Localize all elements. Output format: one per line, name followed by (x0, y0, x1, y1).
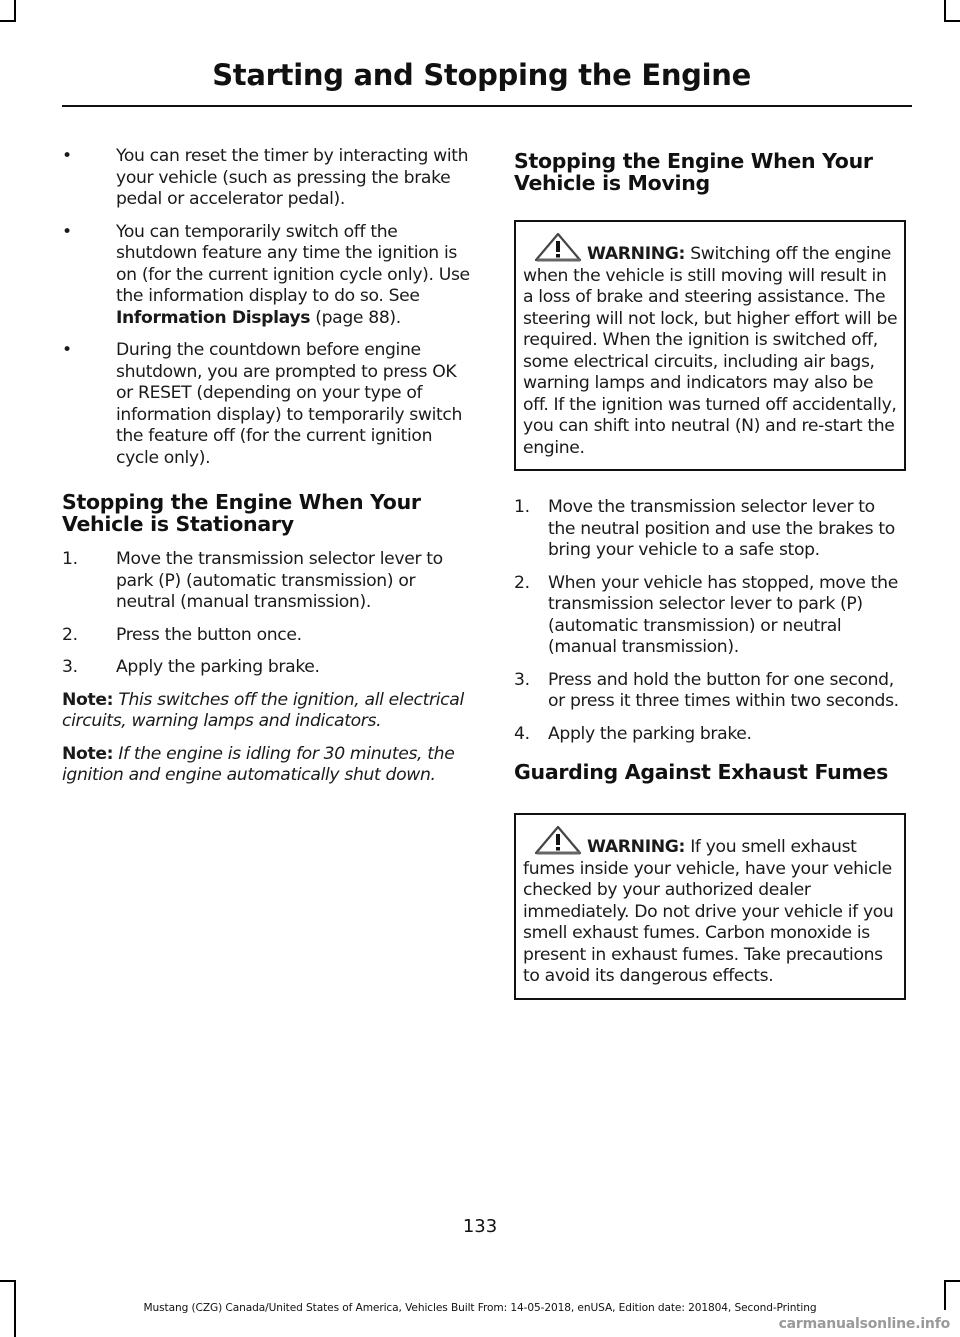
step-text: Move the transmission selector lever to park (P) (automatic transmission) or neutral (manual transmission). (116, 549, 443, 612)
step-item (62, 657, 478, 679)
warning-text: If you smell exhaust fumes inside your vehicle, have your vehicle checked by your authorized dealer immediately. Do not drive your vehicle if you smell exhaust fumes. Carbon monoxide is present in exhaust fumes. Take precautions to avoid its dangerous effects. (523, 837, 894, 986)
step-text: Press the button once. (116, 624, 302, 645)
list-item (62, 340, 478, 469)
crop-mark (944, 20, 960, 22)
list-item (62, 146, 478, 211)
note-text: This switches off the ignition, all electrical circuits, warning lamps and indicators. (62, 689, 464, 731)
bullet-text: (page 88). (310, 307, 401, 328)
warning-triangle-icon (533, 232, 583, 262)
warning-text: Switching off the engine when the vehicle is still moving will result in a loss of brake and steering assistance. The steering will not lock, but higher effort will be required. When the ignition is switched off, some electrical circuits, including air bags, warning lamps and indicators may also be off. If the ignition was turned off accidentally, you can shift into neutral (N) and re-start the engine. (523, 244, 898, 458)
watermark: carmanualsonline.info (778, 1316, 950, 1332)
step-item (62, 625, 478, 647)
section-heading: Guarding Against Exhaust Fumes (514, 760, 889, 784)
step-number: 4. (514, 723, 530, 744)
note (62, 744, 478, 787)
warning-triangle-icon (533, 825, 583, 855)
step-text: Move the transmission selector lever to the neutral position and use the brakes to bring your vehicle to a safe stop. (548, 497, 895, 560)
warning-label: WARNING: (587, 244, 686, 264)
step-item (514, 724, 906, 746)
section-heading: Stopping the Engine When Your Vehicle is Moving (514, 149, 873, 195)
step-text: Apply the parking brake. (116, 657, 320, 677)
cross-reference-link[interactable]: Information Displays (116, 307, 311, 328)
section-heading: Stopping the Engine When Your Vehicle is Stationary (62, 490, 421, 536)
crop-mark (944, 1280, 960, 1282)
note-text: If the engine is idling for 30 minutes, the ignition and engine automatically shut down. (62, 743, 455, 785)
warning-label: WARNING: (587, 837, 686, 857)
bullet-icon: • (62, 221, 72, 242)
step-text: Apply the parking brake. (548, 723, 752, 744)
step-number: 1. (62, 549, 78, 569)
left-column (62, 146, 478, 798)
warning-box (514, 813, 906, 1000)
step-item (514, 573, 906, 659)
note (62, 690, 478, 733)
step-text: When your vehicle has stopped, move the transmission selector lever to park (P) (automatic transmission) or neutral (manual transmission). (548, 572, 898, 657)
bullet-icon: • (62, 340, 72, 360)
crop-mark (944, 0, 946, 22)
bullet-text: During the countdown before engine shutdown, you are prompted to press OK or RESET (depending on your type of information display) to temporarily switch the feature off (for the current ignition cycle only). (116, 340, 463, 468)
crop-mark (14, 0, 16, 22)
bullet-text: You can temporarily switch off the shutdown feature any time the ignition is on (for the current ignition cycle only). Use the information display to do so. See (116, 221, 470, 306)
step-number: 3. (514, 669, 530, 690)
step-number: 2. (514, 572, 530, 593)
note-label: Note: (62, 743, 114, 764)
step-number: 2. (62, 624, 78, 645)
step-number: 1. (514, 497, 530, 517)
bullet-icon: • (62, 146, 72, 166)
right-column (514, 146, 906, 1026)
crop-mark (0, 1280, 16, 1282)
footer-text: Mustang (CZG) Canada/United States of America, Vehicles Built From: 14-05-2018, enUSA, Edition date: 201804, Second-Printing (143, 1302, 817, 1314)
step-item (62, 549, 478, 614)
step-number: 3. (62, 657, 78, 677)
header-divider (62, 105, 912, 107)
step-item (514, 670, 906, 713)
step-text: Press and hold the button for one second, or press it three times within two seconds. (548, 669, 899, 711)
step-item (514, 497, 906, 562)
list-item (62, 222, 478, 330)
bullet-text: You can reset the timer by interacting with your vehicle (such as pressing the brake pedal or accelerator pedal). (116, 146, 469, 209)
page-title: Starting and Stopping the Engine (212, 58, 751, 92)
warning-box (514, 220, 906, 471)
page-number: 133 (462, 1216, 498, 1237)
crop-mark (0, 20, 16, 22)
note-label: Note: (62, 689, 114, 710)
